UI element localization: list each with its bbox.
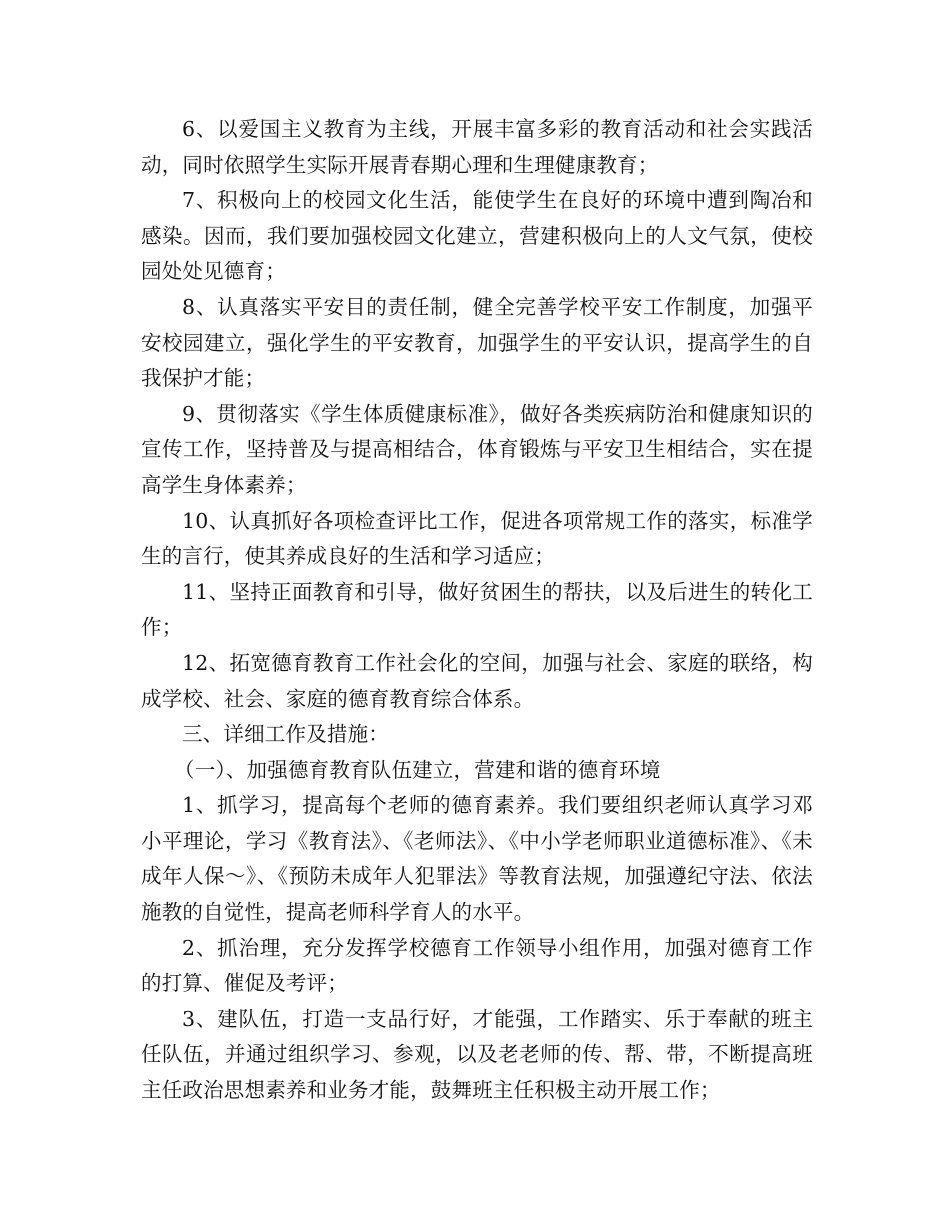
paragraph-item-7: 7、积极向上的校园文化生活，能使学生在良好的环境中遭到陶冶和感染。因而，我们要加强校园文化建立，营建积极向上的人文气氛，使校园处处见德育； bbox=[141, 188, 813, 284]
document-page bbox=[141, 112, 813, 1109]
paragraph-item-12: 12、拓宽德育教育工作社会化的空间，加强与社会、家庭的联络，构成学校、社会、家庭的德育教育综合体系。 bbox=[141, 650, 813, 711]
paragraph-item-11: 11、坚持正面教育和引导，做好贫困生的帮扶，以及后进生的转化工作； bbox=[141, 579, 813, 640]
paragraph-item-6: 6、以爱国主义教育为主线，开展丰富多彩的教育活动和社会实践活动，同时依照学生实际开展青春期心理和生理健康教育； bbox=[141, 117, 813, 177]
paragraph-item-9: 9、贯彻落实《学生体质健康标准》，做好各类疾病防治和健康知识的宣传工作，坚持普及与提高相结合，体育锻炼与平安卫生相结合，实在提高学生身体素养； bbox=[141, 401, 813, 497]
measure-item-1: 1、抓学习，提高每个老师的德育素养。我们要组织老师认真学习邓小平理论，学习《教育法》、《老师法》、《中小学老师职业道德标准》、《未成年人保～》、《预防未成年人犯罪法》等教育法规，加强遵纪守法、依法施教的自觉性，提高老师科学育人的水平。 bbox=[141, 793, 813, 925]
paragraph-item-8: 8、认真落实平安目的责任制，健全完善学校平安工作制度，加强平安校园建立，强化学生的平安教育，加强学生的平安认识，提高学生的自我保护才能； bbox=[141, 294, 813, 391]
subsection-heading: （一）、加强德育教育队伍建立，营建和谐的德育环境 bbox=[174, 757, 661, 782]
section-heading: 三、详细工作及措施： bbox=[182, 722, 389, 747]
measure-item-3: 3、建队伍，打造一支品行好，才能强，工作踏实、乐于奉献的班主任队伍，并通过组织学习、参观，以及老老师的传、帮、带，不断提高班主任政治思想素养和业务才能，鼓舞班主任积极主动开展工作； bbox=[141, 1006, 813, 1103]
measure-item-2: 2、抓治理，充分发挥学校德育工作领导小组作用，加强对德育工作的打算、催促及考评； bbox=[141, 935, 813, 996]
paragraph-item-10: 10、认真抓好各项检查评比工作，促进各项常规工作的落实，标准学生的言行，使其养成良好的生活和学习适应； bbox=[141, 508, 813, 569]
